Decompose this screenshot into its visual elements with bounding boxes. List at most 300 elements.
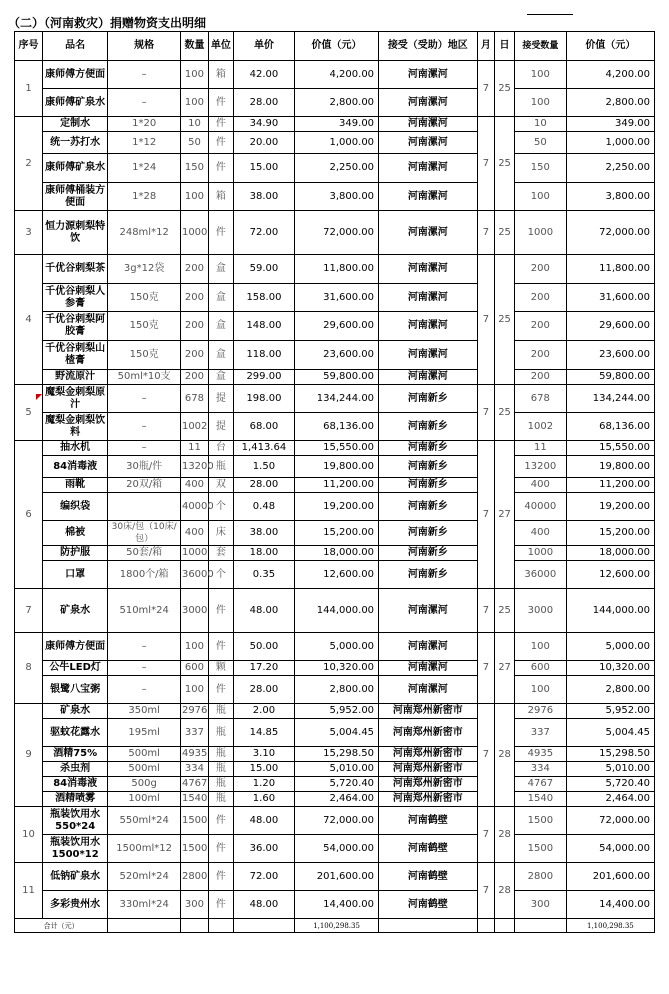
item-price: 0.35 xyxy=(233,561,294,589)
item-spec: – xyxy=(108,633,181,661)
item-recv-value: 5,720.40 xyxy=(566,777,654,792)
item-region: 河南漯河 xyxy=(379,341,478,370)
item-recv-qty: 1540 xyxy=(514,792,566,807)
item-spec: 520ml*24 xyxy=(108,863,181,891)
item-recv-qty: 337 xyxy=(514,719,566,747)
item-unit: 瓶 xyxy=(208,777,233,792)
item-name: 银鹭八宝粥 xyxy=(43,676,108,704)
total-row xyxy=(15,919,655,933)
item-price: 48.00 xyxy=(233,807,294,835)
column-header: 序号 xyxy=(15,32,43,61)
item-value: 5,952.00 xyxy=(295,704,379,719)
item-value: 5,004.45 xyxy=(295,719,379,747)
item-name: 抽水机 xyxy=(43,441,108,456)
group-seq: 7 xyxy=(15,589,43,633)
item-recv-value: 72,000.00 xyxy=(566,211,654,255)
item-unit: 床 xyxy=(208,521,233,546)
total-recv-value: 1,100,298.35 xyxy=(566,919,654,933)
item-region: 河南郑州新密市 xyxy=(379,704,478,719)
item-recv-qty: 300 xyxy=(514,891,566,919)
item-recv-value: 29,600.00 xyxy=(566,312,654,341)
item-price: 15.00 xyxy=(233,762,294,777)
item-value: 23,600.00 xyxy=(295,341,379,370)
item-spec: 30床/包（10床/包） xyxy=(108,521,181,546)
item-recv-value: 18,000.00 xyxy=(566,546,654,561)
item-name: 定制水 xyxy=(43,117,108,132)
group-day: 27 xyxy=(495,441,515,589)
item-spec: – xyxy=(108,61,181,89)
item-region: 河南新乡 xyxy=(379,493,478,521)
item-name: 棉被 xyxy=(43,521,108,546)
column-header: 规格 xyxy=(108,32,181,61)
group-month: 7 xyxy=(477,211,495,255)
item-recv-qty: 4767 xyxy=(514,777,566,792)
item-recv-value: 1,000.00 xyxy=(566,132,654,154)
item-unit: 提 xyxy=(208,413,233,441)
item-price: 72.00 xyxy=(233,863,294,891)
item-qty: 1000 xyxy=(180,211,208,255)
item-unit: 件 xyxy=(208,633,233,661)
item-region: 河南郑州新密市 xyxy=(379,747,478,762)
group-day: 28 xyxy=(495,704,515,807)
group-month: 7 xyxy=(477,863,495,919)
item-recv-qty: 2800 xyxy=(514,863,566,891)
table-row xyxy=(15,835,655,863)
item-recv-value: 11,200.00 xyxy=(566,478,654,493)
group-day: 25 xyxy=(495,589,515,633)
item-region: 河南漯河 xyxy=(379,676,478,704)
item-qty: 200 xyxy=(180,370,208,385)
item-recv-value: 2,464.00 xyxy=(566,792,654,807)
group-seq: 6 xyxy=(15,441,43,589)
item-spec: 50ml*10支 xyxy=(108,370,181,385)
item-recv-value: 144,000.00 xyxy=(566,589,654,633)
item-name: 公牛LED灯 xyxy=(43,661,108,676)
item-qty: 13200 xyxy=(180,456,208,478)
item-price: 118.00 xyxy=(233,341,294,370)
item-name: 康师傅方便面 xyxy=(43,61,108,89)
item-qty: 100 xyxy=(180,633,208,661)
item-recv-value: 2,800.00 xyxy=(566,89,654,117)
item-recv-value: 3,800.00 xyxy=(566,183,654,211)
item-spec: – xyxy=(108,413,181,441)
group-seq: 2 xyxy=(15,117,43,211)
item-recv-value: 349.00 xyxy=(566,117,654,132)
item-value: 5,010.00 xyxy=(295,762,379,777)
group-seq: 1 xyxy=(15,61,43,117)
item-recv-value: 72,000.00 xyxy=(566,807,654,835)
item-price: 3.10 xyxy=(233,747,294,762)
item-spec: 550ml*24 xyxy=(108,807,181,835)
item-unit: 件 xyxy=(208,863,233,891)
item-price: 2.00 xyxy=(233,704,294,719)
item-value: 29,600.00 xyxy=(295,312,379,341)
item-name: 编织袋 xyxy=(43,493,108,521)
item-name: 千优谷刺梨阿胶膏 xyxy=(43,312,108,341)
item-price: 28.00 xyxy=(233,89,294,117)
item-spec: 3g*12袋 xyxy=(108,255,181,284)
item-name: 矿泉水 xyxy=(43,704,108,719)
item-price: 148.00 xyxy=(233,312,294,341)
item-price: 28.00 xyxy=(233,478,294,493)
item-region: 河南新乡 xyxy=(379,385,478,413)
table-row xyxy=(15,493,655,521)
item-unit: 盒 xyxy=(208,312,233,341)
item-unit: 提 xyxy=(208,385,233,413)
item-value: 15,200.00 xyxy=(295,521,379,546)
item-spec: 350ml xyxy=(108,704,181,719)
item-value: 31,600.00 xyxy=(295,284,379,312)
item-value: 19,200.00 xyxy=(295,493,379,521)
item-spec: 1*28 xyxy=(108,183,181,211)
header-rule xyxy=(527,14,573,15)
item-qty: 1500 xyxy=(180,835,208,863)
item-value: 68,136.00 xyxy=(295,413,379,441)
item-qty: 1500 xyxy=(180,807,208,835)
item-unit: 瓶 xyxy=(208,719,233,747)
group-day: 25 xyxy=(495,61,515,117)
item-value: 14,400.00 xyxy=(295,891,379,919)
item-unit: 件 xyxy=(208,89,233,117)
item-qty: 200 xyxy=(180,284,208,312)
item-region: 河南漯河 xyxy=(379,132,478,154)
table-row xyxy=(15,183,655,211)
item-name: 康师傅矿泉水 xyxy=(43,154,108,183)
item-recv-qty: 100 xyxy=(514,633,566,661)
item-region: 河南鹤壁 xyxy=(379,891,478,919)
item-region: 河南漯河 xyxy=(379,284,478,312)
item-recv-value: 2,250.00 xyxy=(566,154,654,183)
item-name: 瓶装饮用水1500*12 xyxy=(43,835,108,863)
group-month: 7 xyxy=(477,385,495,441)
item-spec: 248ml*12 xyxy=(108,211,181,255)
item-recv-value: 19,200.00 xyxy=(566,493,654,521)
item-qty: 100 xyxy=(180,61,208,89)
item-recv-qty: 200 xyxy=(514,312,566,341)
item-name: 野流原汁 xyxy=(43,370,108,385)
group-month: 7 xyxy=(477,633,495,704)
item-value: 18,000.00 xyxy=(295,546,379,561)
item-region: 河南鹤壁 xyxy=(379,863,478,891)
item-region: 河南新乡 xyxy=(379,478,478,493)
item-recv-value: 5,004.45 xyxy=(566,719,654,747)
item-unit: 瓶 xyxy=(208,792,233,807)
page-title: （二）（河南救灾）捐赠物资支出明细 xyxy=(8,16,207,30)
item-unit: 盒 xyxy=(208,255,233,284)
table-row xyxy=(15,747,655,762)
item-value: 201,600.00 xyxy=(295,863,379,891)
item-region: 河南漯河 xyxy=(379,61,478,89)
item-recv-qty: 1000 xyxy=(514,546,566,561)
table-row xyxy=(15,441,655,456)
table-row xyxy=(15,255,655,284)
table-row xyxy=(15,762,655,777)
item-unit: 箱 xyxy=(208,183,233,211)
item-price: 299.00 xyxy=(233,370,294,385)
item-spec: – xyxy=(108,89,181,117)
group-seq: 4 xyxy=(15,255,43,385)
item-recv-qty: 1500 xyxy=(514,835,566,863)
item-unit: 瓶 xyxy=(208,762,233,777)
item-recv-qty: 11 xyxy=(514,441,566,456)
item-unit: 件 xyxy=(208,154,233,183)
item-qty: 3000 xyxy=(180,589,208,633)
item-recv-qty: 10 xyxy=(514,117,566,132)
column-header: 日 xyxy=(495,32,515,61)
item-price: 158.00 xyxy=(233,284,294,312)
group-seq: 10 xyxy=(15,807,43,863)
item-recv-qty: 2976 xyxy=(514,704,566,719)
item-name: 84消毒液 xyxy=(43,777,108,792)
item-spec: – xyxy=(108,385,181,413)
item-name: 恒力源刺梨特饮 xyxy=(43,211,108,255)
group-month: 7 xyxy=(477,807,495,863)
item-region: 河南新乡 xyxy=(379,561,478,589)
item-spec: 150克 xyxy=(108,341,181,370)
item-unit: 盒 xyxy=(208,370,233,385)
table-row xyxy=(15,312,655,341)
item-name: 酒精喷雾 xyxy=(43,792,108,807)
item-qty: 1540 xyxy=(180,792,208,807)
item-region: 河南新乡 xyxy=(379,441,478,456)
item-value: 1,000.00 xyxy=(295,132,379,154)
item-unit: 瓶 xyxy=(208,747,233,762)
item-price: 0.48 xyxy=(233,493,294,521)
item-price: 28.00 xyxy=(233,676,294,704)
item-value: 4,200.00 xyxy=(295,61,379,89)
comment-marker xyxy=(36,394,42,400)
item-unit: 个 xyxy=(208,493,233,521)
item-price: 72.00 xyxy=(233,211,294,255)
item-recv-qty: 1000 xyxy=(514,211,566,255)
item-value: 2,800.00 xyxy=(295,676,379,704)
item-spec: 30瓶/件 xyxy=(108,456,181,478)
item-region: 河南郑州新密市 xyxy=(379,792,478,807)
item-recv-qty: 400 xyxy=(514,521,566,546)
table-row xyxy=(15,211,655,255)
item-qty: 200 xyxy=(180,255,208,284)
item-region: 河南漯河 xyxy=(379,183,478,211)
group-day: 27 xyxy=(495,633,515,704)
table-row xyxy=(15,117,655,132)
item-region: 河南鹤壁 xyxy=(379,807,478,835)
item-qty: 200 xyxy=(180,312,208,341)
item-region: 河南新乡 xyxy=(379,546,478,561)
column-header: 单价 xyxy=(233,32,294,61)
item-value: 134,244.00 xyxy=(295,385,379,413)
item-region: 河南鹤壁 xyxy=(379,835,478,863)
item-unit: 套 xyxy=(208,546,233,561)
item-value: 15,298.50 xyxy=(295,747,379,762)
item-qty: 400 xyxy=(180,521,208,546)
item-recv-value: 19,800.00 xyxy=(566,456,654,478)
group-seq: 5 xyxy=(15,385,43,441)
table-row xyxy=(15,661,655,676)
item-spec: 50套/箱 xyxy=(108,546,181,561)
item-region: 河南新乡 xyxy=(379,413,478,441)
item-recv-qty: 200 xyxy=(514,341,566,370)
table-row xyxy=(15,777,655,792)
item-qty: 100 xyxy=(180,89,208,117)
item-spec: 20双/箱 xyxy=(108,478,181,493)
item-unit: 盒 xyxy=(208,341,233,370)
item-name: 低钠矿泉水 xyxy=(43,863,108,891)
item-unit: 件 xyxy=(208,807,233,835)
item-recv-value: 15,298.50 xyxy=(566,747,654,762)
item-value: 2,464.00 xyxy=(295,792,379,807)
item-unit: 件 xyxy=(208,891,233,919)
item-name: 酒精75% xyxy=(43,747,108,762)
item-qty: 50 xyxy=(180,132,208,154)
item-value: 15,550.00 xyxy=(295,441,379,456)
item-recv-qty: 100 xyxy=(514,183,566,211)
item-qty: 100 xyxy=(180,183,208,211)
item-recv-value: 201,600.00 xyxy=(566,863,654,891)
item-region: 河南漯河 xyxy=(379,661,478,676)
item-value: 72,000.00 xyxy=(295,807,379,835)
item-name: 魔梨金刺梨原汁 xyxy=(43,385,108,413)
item-name: 杀虫剂 xyxy=(43,762,108,777)
item-recv-value: 15,200.00 xyxy=(566,521,654,546)
item-unit: 颗 xyxy=(208,661,233,676)
item-spec: 1*24 xyxy=(108,154,181,183)
item-region: 河南新乡 xyxy=(379,521,478,546)
item-recv-value: 14,400.00 xyxy=(566,891,654,919)
item-price: 14.85 xyxy=(233,719,294,747)
item-value: 5,000.00 xyxy=(295,633,379,661)
item-recv-value: 134,244.00 xyxy=(566,385,654,413)
table-row xyxy=(15,546,655,561)
item-qty: 300 xyxy=(180,891,208,919)
column-header: 单位 xyxy=(208,32,233,61)
item-price: 42.00 xyxy=(233,61,294,89)
item-spec xyxy=(108,493,181,521)
item-recv-qty: 36000 xyxy=(514,561,566,589)
item-price: 20.00 xyxy=(233,132,294,154)
item-price: 1,413.64 xyxy=(233,441,294,456)
item-region: 河南漯河 xyxy=(379,89,478,117)
item-price: 38.00 xyxy=(233,183,294,211)
table-row xyxy=(15,633,655,661)
group-month: 7 xyxy=(477,61,495,117)
table-row xyxy=(15,891,655,919)
group-day: 25 xyxy=(495,211,515,255)
item-price: 1.60 xyxy=(233,792,294,807)
item-recv-value: 4,200.00 xyxy=(566,61,654,89)
item-recv-qty: 1002 xyxy=(514,413,566,441)
item-value: 11,200.00 xyxy=(295,478,379,493)
group-day: 28 xyxy=(495,863,515,919)
item-unit: 件 xyxy=(208,132,233,154)
table-row xyxy=(15,807,655,835)
item-name: 雨靴 xyxy=(43,478,108,493)
item-value: 11,800.00 xyxy=(295,255,379,284)
item-name: 魔梨金刺梨饮料 xyxy=(43,413,108,441)
item-region: 河南漯河 xyxy=(379,117,478,132)
item-unit: 件 xyxy=(208,835,233,863)
item-qty: 400 xyxy=(180,478,208,493)
item-value: 72,000.00 xyxy=(295,211,379,255)
item-price: 68.00 xyxy=(233,413,294,441)
item-price: 36.00 xyxy=(233,835,294,863)
item-region: 河南新乡 xyxy=(379,456,478,478)
item-price: 198.00 xyxy=(233,385,294,413)
table-row xyxy=(15,676,655,704)
table-row xyxy=(15,792,655,807)
item-qty: 40000 xyxy=(180,493,208,521)
column-header: 数量 xyxy=(180,32,208,61)
column-header: 品名 xyxy=(43,32,108,61)
table-row xyxy=(15,521,655,546)
item-spec: – xyxy=(108,661,181,676)
item-spec: – xyxy=(108,676,181,704)
item-name: 千优谷刺梨山楂膏 xyxy=(43,341,108,370)
item-price: 48.00 xyxy=(233,891,294,919)
table-row xyxy=(15,456,655,478)
item-price: 1.20 xyxy=(233,777,294,792)
table-body xyxy=(15,61,655,919)
item-region: 河南郑州新密市 xyxy=(379,777,478,792)
item-name: 口罩 xyxy=(43,561,108,589)
item-value: 349.00 xyxy=(295,117,379,132)
item-spec: 500ml xyxy=(108,762,181,777)
item-recv-qty: 100 xyxy=(514,676,566,704)
item-name: 防护服 xyxy=(43,546,108,561)
item-recv-qty: 40000 xyxy=(514,493,566,521)
table-row xyxy=(15,370,655,385)
item-spec: 150克 xyxy=(108,312,181,341)
item-unit: 瓶 xyxy=(208,456,233,478)
item-spec: 500g xyxy=(108,777,181,792)
group-month: 7 xyxy=(477,441,495,589)
item-recv-value: 68,136.00 xyxy=(566,413,654,441)
item-name: 统一苏打水 xyxy=(43,132,108,154)
column-header: 接受（受助）地区 xyxy=(379,32,478,61)
item-qty: 1002 xyxy=(180,413,208,441)
item-recv-qty: 200 xyxy=(514,284,566,312)
item-qty: 36000 xyxy=(180,561,208,589)
item-recv-value: 54,000.00 xyxy=(566,835,654,863)
table-row xyxy=(15,589,655,633)
item-recv-value: 10,320.00 xyxy=(566,661,654,676)
item-price: 34.90 xyxy=(233,117,294,132)
item-recv-qty: 600 xyxy=(514,661,566,676)
item-spec: 1800个/箱 xyxy=(108,561,181,589)
item-region: 河南郑州新密市 xyxy=(379,762,478,777)
item-recv-qty: 13200 xyxy=(514,456,566,478)
total-value: 1,100,298.35 xyxy=(295,919,379,933)
group-month: 7 xyxy=(477,255,495,385)
item-spec: 500ml xyxy=(108,747,181,762)
item-value: 10,320.00 xyxy=(295,661,379,676)
item-unit: 件 xyxy=(208,589,233,633)
item-unit: 箱 xyxy=(208,61,233,89)
item-spec: – xyxy=(108,441,181,456)
item-recv-qty: 100 xyxy=(514,89,566,117)
item-price: 50.00 xyxy=(233,633,294,661)
item-spec: 330ml*24 xyxy=(108,891,181,919)
item-region: 河南郑州新密市 xyxy=(379,719,478,747)
table-row xyxy=(15,561,655,589)
table-row xyxy=(15,385,655,413)
column-header: 月 xyxy=(477,32,495,61)
item-qty: 334 xyxy=(180,762,208,777)
item-recv-qty: 1500 xyxy=(514,807,566,835)
table-row xyxy=(15,863,655,891)
item-price: 48.00 xyxy=(233,589,294,633)
total-label: 合计（元） xyxy=(15,919,108,933)
item-recv-qty: 150 xyxy=(514,154,566,183)
